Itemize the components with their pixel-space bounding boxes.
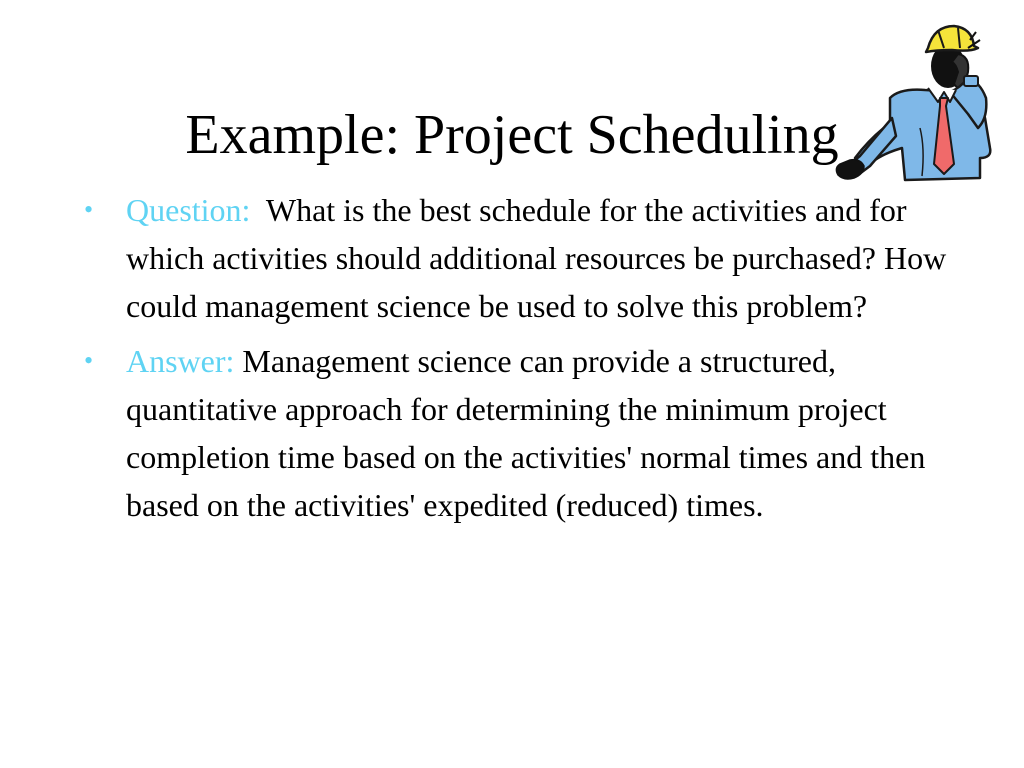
engineer-on-phone-icon [830,18,1000,186]
bullet-marker: • [84,346,94,375]
bullet-list [84,186,964,536]
list-item [84,337,964,529]
answer-label: Answer: [126,343,235,379]
question-label: Question: [126,192,251,228]
list-item [84,186,964,330]
answer-text: Management science can provide a structured, quantitative approach for determining the minimum project completion time based on the activities' normal times and then based on the activities' expedited (reduced) times. [126,343,934,523]
question-text: What is the best schedule for the activities and for which activities should additional resources be purchased? How could management science be used to solve this problem? [126,192,955,324]
slide-title: Example: Project Scheduling [185,104,839,166]
bullet-marker: • [84,195,94,224]
